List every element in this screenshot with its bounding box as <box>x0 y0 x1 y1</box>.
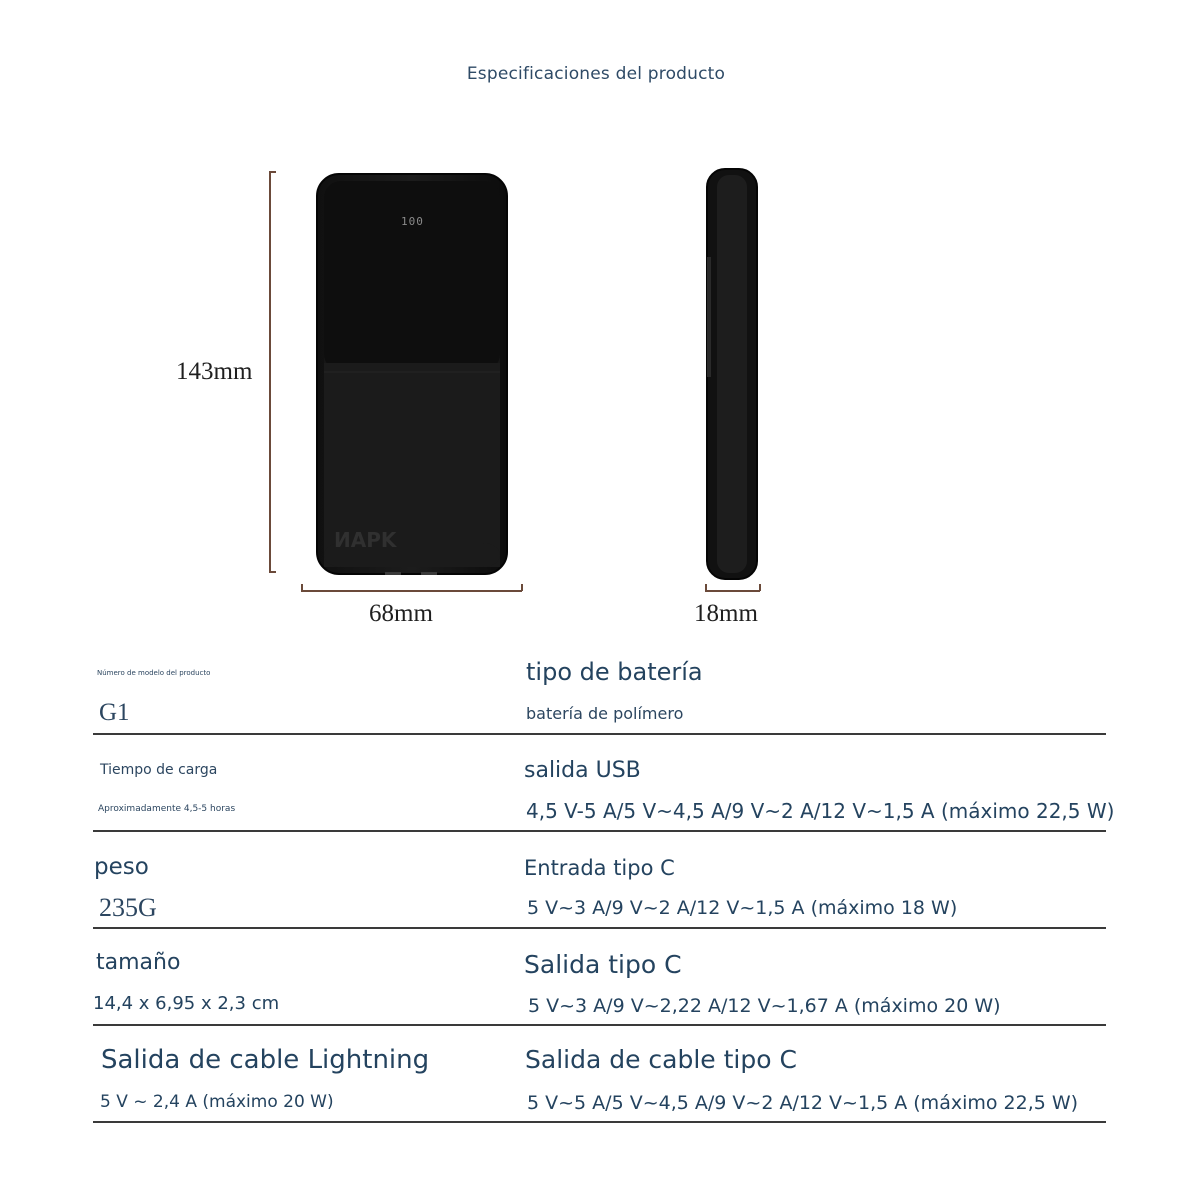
row-divider <box>93 733 1106 735</box>
charge-time-label: Tiempo de carga <box>100 762 218 778</box>
model-value: G1 <box>99 699 130 726</box>
width-dimension-tick <box>301 584 303 591</box>
power-bank-front-image <box>316 173 508 575</box>
typec-cable-label: Salida de cable tipo C <box>525 1045 797 1074</box>
typec-input-label: Entrada tipo C <box>524 856 675 880</box>
depth-label: 18mm <box>694 600 758 627</box>
power-bank-side-image <box>705 167 759 581</box>
power-bank-logo: ИAPK <box>334 528 397 552</box>
model-label: Número de modelo del producto <box>97 669 211 677</box>
usb-port-icon <box>385 572 401 575</box>
weight-value: 235G <box>99 893 157 922</box>
lightning-cable-value: 5 V ~ 2,4 A (máximo 20 W) <box>100 1092 334 1112</box>
size-value: 14,4 x 6,95 x 2,3 cm <box>93 993 280 1014</box>
usb-output-value: 4,5 V-5 A/5 V~4,5 A/9 V~2 A/12 V~1,5 A (máximo 22,5 W) <box>526 799 1115 823</box>
height-dimension-line <box>269 171 271 572</box>
typec-output-label: Salida tipo C <box>524 950 682 979</box>
width-dimension-line <box>301 590 522 592</box>
typec-cable-value: 5 V~5 A/5 V~4,5 A/9 V~2 A/12 V~1,5 A (máximo 22,5 W) <box>527 1092 1079 1114</box>
charge-time-value: Aproximadamente 4,5-5 horas <box>98 804 236 814</box>
depth-dimension-tick <box>705 584 707 591</box>
depth-dimension-line <box>705 590 760 592</box>
lightning-cable-label: Salida de cable Lightning <box>101 1045 430 1075</box>
height-label: 143mm <box>176 358 253 385</box>
usb-port-icon <box>421 572 437 575</box>
size-label: tamaño <box>96 950 181 975</box>
width-label: 68mm <box>369 600 433 627</box>
page-title: Especificaciones del producto <box>466 64 726 84</box>
typec-output-value: 5 V~3 A/9 V~2,22 A/12 V~1,67 A (máximo 20 W) <box>528 995 1001 1017</box>
battery-type-value: batería de polímero <box>526 704 684 723</box>
usb-output-label: salida USB <box>524 758 641 783</box>
row-divider <box>93 1121 1106 1123</box>
power-bank-screen: 100 <box>401 215 424 228</box>
depth-dimension-tick <box>759 584 761 591</box>
row-divider <box>93 927 1106 929</box>
weight-label: peso <box>94 854 149 880</box>
typec-input-value: 5 V~3 A/9 V~2 A/12 V~1,5 A (máximo 18 W) <box>527 897 958 919</box>
battery-type-label: tipo de batería <box>526 658 703 686</box>
height-dimension-tick <box>269 571 276 573</box>
row-divider <box>93 1024 1106 1026</box>
width-dimension-tick <box>521 584 523 591</box>
row-divider <box>93 830 1106 832</box>
height-dimension-tick <box>269 171 276 173</box>
